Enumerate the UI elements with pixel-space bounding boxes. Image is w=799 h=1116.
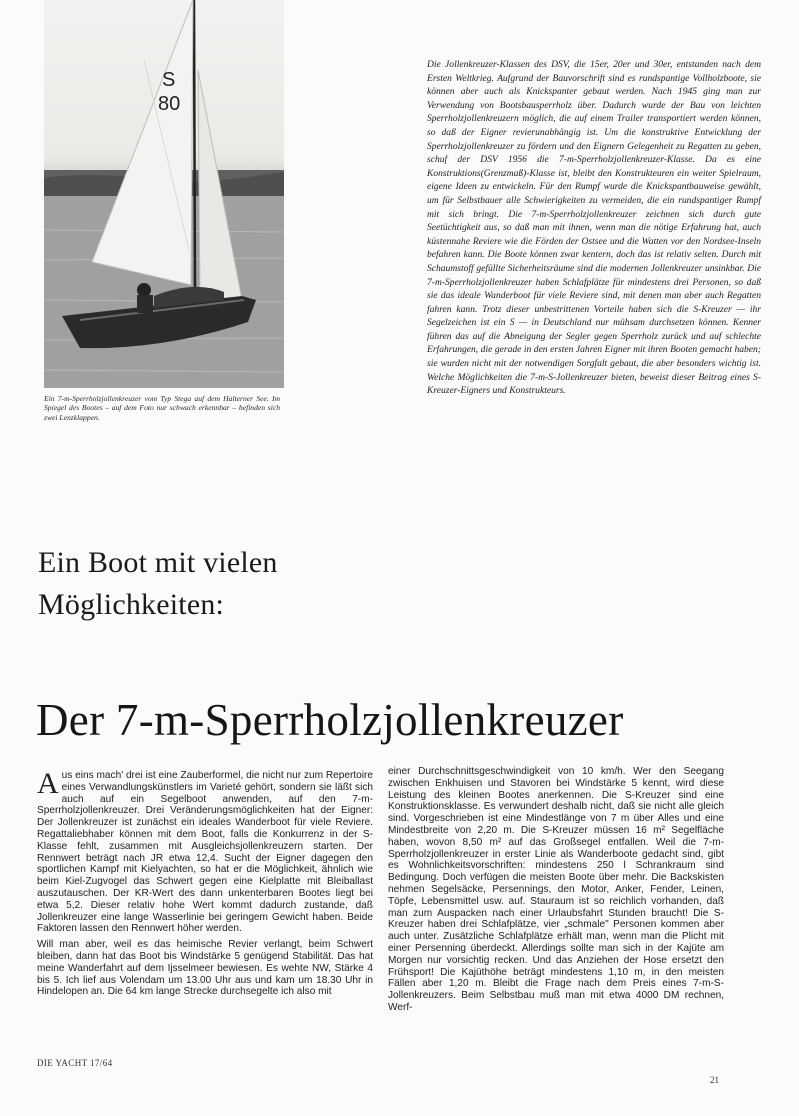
body-paragraph: Will man aber, weil es das heimische Revier verlangt, beim Schwert bleiben, dann hat das Boot bis Windstärke 5 genügend Stabilität. Das hat meine Wanderfahrt auf dem Ijsselmeer bewiesen. Es wehte NW, Stärke 4 bis 5. Ich lief aus Volendam um 13.00 Uhr aus und kam um 18.30 Uhr in Hindelopen an. Die 64 km lange Strecke durchsegelte ich also mit (37, 939, 373, 998)
sail-mark-s: S (162, 69, 176, 91)
subheadline-line-1: Ein Boot mit vielen (38, 546, 278, 579)
headline: Der 7-m-Sperrholzjollenkreuzer (36, 695, 624, 745)
sailboat-photo (44, 0, 284, 388)
body-paragraph: einer Durchschnittsgeschwindigkeit von 10 km/h. Wer den Seegang zwischen Enkhuisen und Stavoren bei Windstärke 5 kennt, wird diese Leistung des kleinen Bootes anerkennen. Die S-Kreuzer sind eine Konstruktionsklasse. Es verwundert deshalb nicht, daß sie nicht alle gleich sind. Vorgeschrieben ist eine Mindestlänge von 7 m über Alles und eine Mindestbreite von 2,20 m. Die S-Kreuzer müssen 16 m² Segelfläche haben, wovon 8,50 m² auf das Großsegel entfallen. Weil die 7-m-Sperrholzjollenkreuzer in erster Linie als Wanderboote gedacht sind, gibt es Wohnlichkeitsvorschriften: mindestens 250 l Schrankraum sind Bedingung. Doch verfügen die meisten Boote über mehr. Die Backskisten nehmen Segelsäcke, Persennings, den Motor, Anker, Fender, Leinen, Töpfe, Lebensmittel usw. auf. Stauraum ist so reichlich vorhanden, daß man zum Auspacken nach einer Urlaubsfahrt Stunden braucht! Die S-Kreuzer haben drei Schlafplätze, vier „schmale" Personen kommen aber auch unter. Zusätzliche Schlafplätze erhält man, wenn man die Plicht mit einer Persenning überdeckt. Allerdings sollte man sich in der Kajüte am Morgen nur vorsichtig recken. Und das Anziehen der Hose ersetzt den Frühsport! Die Kajüthöhe beträgt mindestens 1,10 m, in den meisten Fällen aber 1,20 m. Bleibt die Frage nach dem Preis eines 7-m-S-Jollenkreuzers. Beim Selbstbau muß man mit etwa 4000 DM rechnen, Werf- (388, 766, 724, 1013)
photo-caption: Ein 7-m-Sperrholzjollenkreuzer vom Typ Stega auf dem Halterner See. Im Spiegel des Bootes – auf dem Foto nur schwach erkennbar – befinden sich zwei Lenzklappen. (44, 394, 280, 422)
subheadline-line-2: Möglichkeiten: (38, 588, 225, 621)
page-number: 21 (710, 1075, 719, 1085)
body-text: us eins mach' drei ist eine Zauberformel, die nicht nur zum Repertoire eines Verwandlungskünstlers im Varieté gehört, sondern sie läßt sich auch auf ein Segelboot anwenden, auf den 7-m-Sperrholzjollenkreuzer. Drei Veränderungsmöglichkeiten hat der Eigner: Der Jollenkreuzer ist zunächst ein ideales Wanderboot für viele Reviere. Regattaliebhaber können mit dem Boot, falls die Konkurrenz in der S-Klasse fehlt, zusammen mit Ausgleichsjollenkreuzern starten. Der Rennwert beträgt nach JR etwa 12,4. Sucht der Eigner dagegen den sportlichen Kampf mit Kielyachten, so hat er die Möglichkeit, ähnlich wie beim Kiel-Zugvogel das Schwert gegen eine Kielplatte mit Bleiballast auszutauschen. Der KR-Wert des dann unkenterbaren Bootes liegt bei etwa 5,2. Dieser relativ hohe Wert kommt dadurch zustande, daß Jollenkreuzer eine lange Wasserlinie bei geringem Gewicht haben. Beide Faktoren lassen den Rennwert höher werden. (37, 770, 373, 935)
body-paragraph (37, 767, 373, 935)
body-column-1 (37, 767, 373, 1002)
subheadline (38, 542, 458, 626)
sailboat-illustration (44, 0, 284, 388)
intro-paragraph: Die Jollenkreuzer-Klassen des DSV, die 15er, 20er und 30er, entstanden nach dem Ersten Weltkrieg. Aufgrund der Bauvorschrift sind es rundspantige Vollholzboote, sie können aber auch als Knickspanter gebaut werden. Nach 1945 ging man zur Verwendung von Bootsbausperrholz über. Dadurch wurde der Bau von leichten Sperrholzjollenkreuzern möglich, die auf einem Trailer transportiert werden können, so daß der Eigner revierunabhängig ist. Um die konstruktive Entwicklung der Sperrholzjollenkreuzer zu fördern und den Eignern Gelegenheit zu Regatten zu geben, schuf der DSV 1956 die 7-m-Sperrholzjollenkreuzer-Klasse. Da es eine Konstruktions(Grenzmaß)-Klasse ist, bleibt den Konstrukteuren ein weiter Spielraum, eigene Ideen zu entwickeln. Für den Rumpf wurde die Knickspantbauweise gewählt, um für Selbstbauer alle Schwierigkeiten zu vermeiden, die ein rundspantiger Rumpf mit sich bringt. Die 7-m-Sperrholzjollenkreuzer zeichnen sich durch gute Seetüchtigkeit aus, so daß man mit ihnen, wenn man die nötige Erfahrung hat, auch küstennahe Reviere wie die Förden der Ostsee und die Watten vor den Nordsee-Inseln befahren kann. Die Boote können zwar kentern, doch das ist relativ selten. Durch mit Schaumstoff gefüllte Sicherheitsräume sind die modernen Jollenkreuzer unsinkbar. Die 7-m-Sperrholzjollenkreuzer haben Schlafplätze für mindestens drei Personen, so daß sie das ideale Wanderboot für viele Reviere sind, mit denen man aber auch Regatten fahren kann. Trotz dieser unbestrittenen Vorteile haben sich die S-Kreuzer — ihr Segelzeichen ist ein S — in Deutschland nur mühsam durchsetzen können. Kenner führen das auf die Abneigung der Segler gegen Sperrholz zurück und auf schlechte Erfahrungen, die gerade in den ersten Jahren Eigner mit ihren Booten gemacht haben; sie wurden nicht mit der notwendigen Sorgfalt gebaut, die aber besonders wichtig ist. Welche Möglichkeiten die 7-m-S-Jollenkreuzer bieten, beweist dieser Beitrag eines S-Kreuzer-Eigners und Konstrukteurs. (427, 59, 761, 397)
drop-cap: A (37, 767, 59, 800)
body-column-2 (388, 766, 724, 1018)
magazine-footer: DIE YACHT 17/64 (37, 1058, 113, 1068)
sail-mark-number: 80 (158, 93, 181, 115)
